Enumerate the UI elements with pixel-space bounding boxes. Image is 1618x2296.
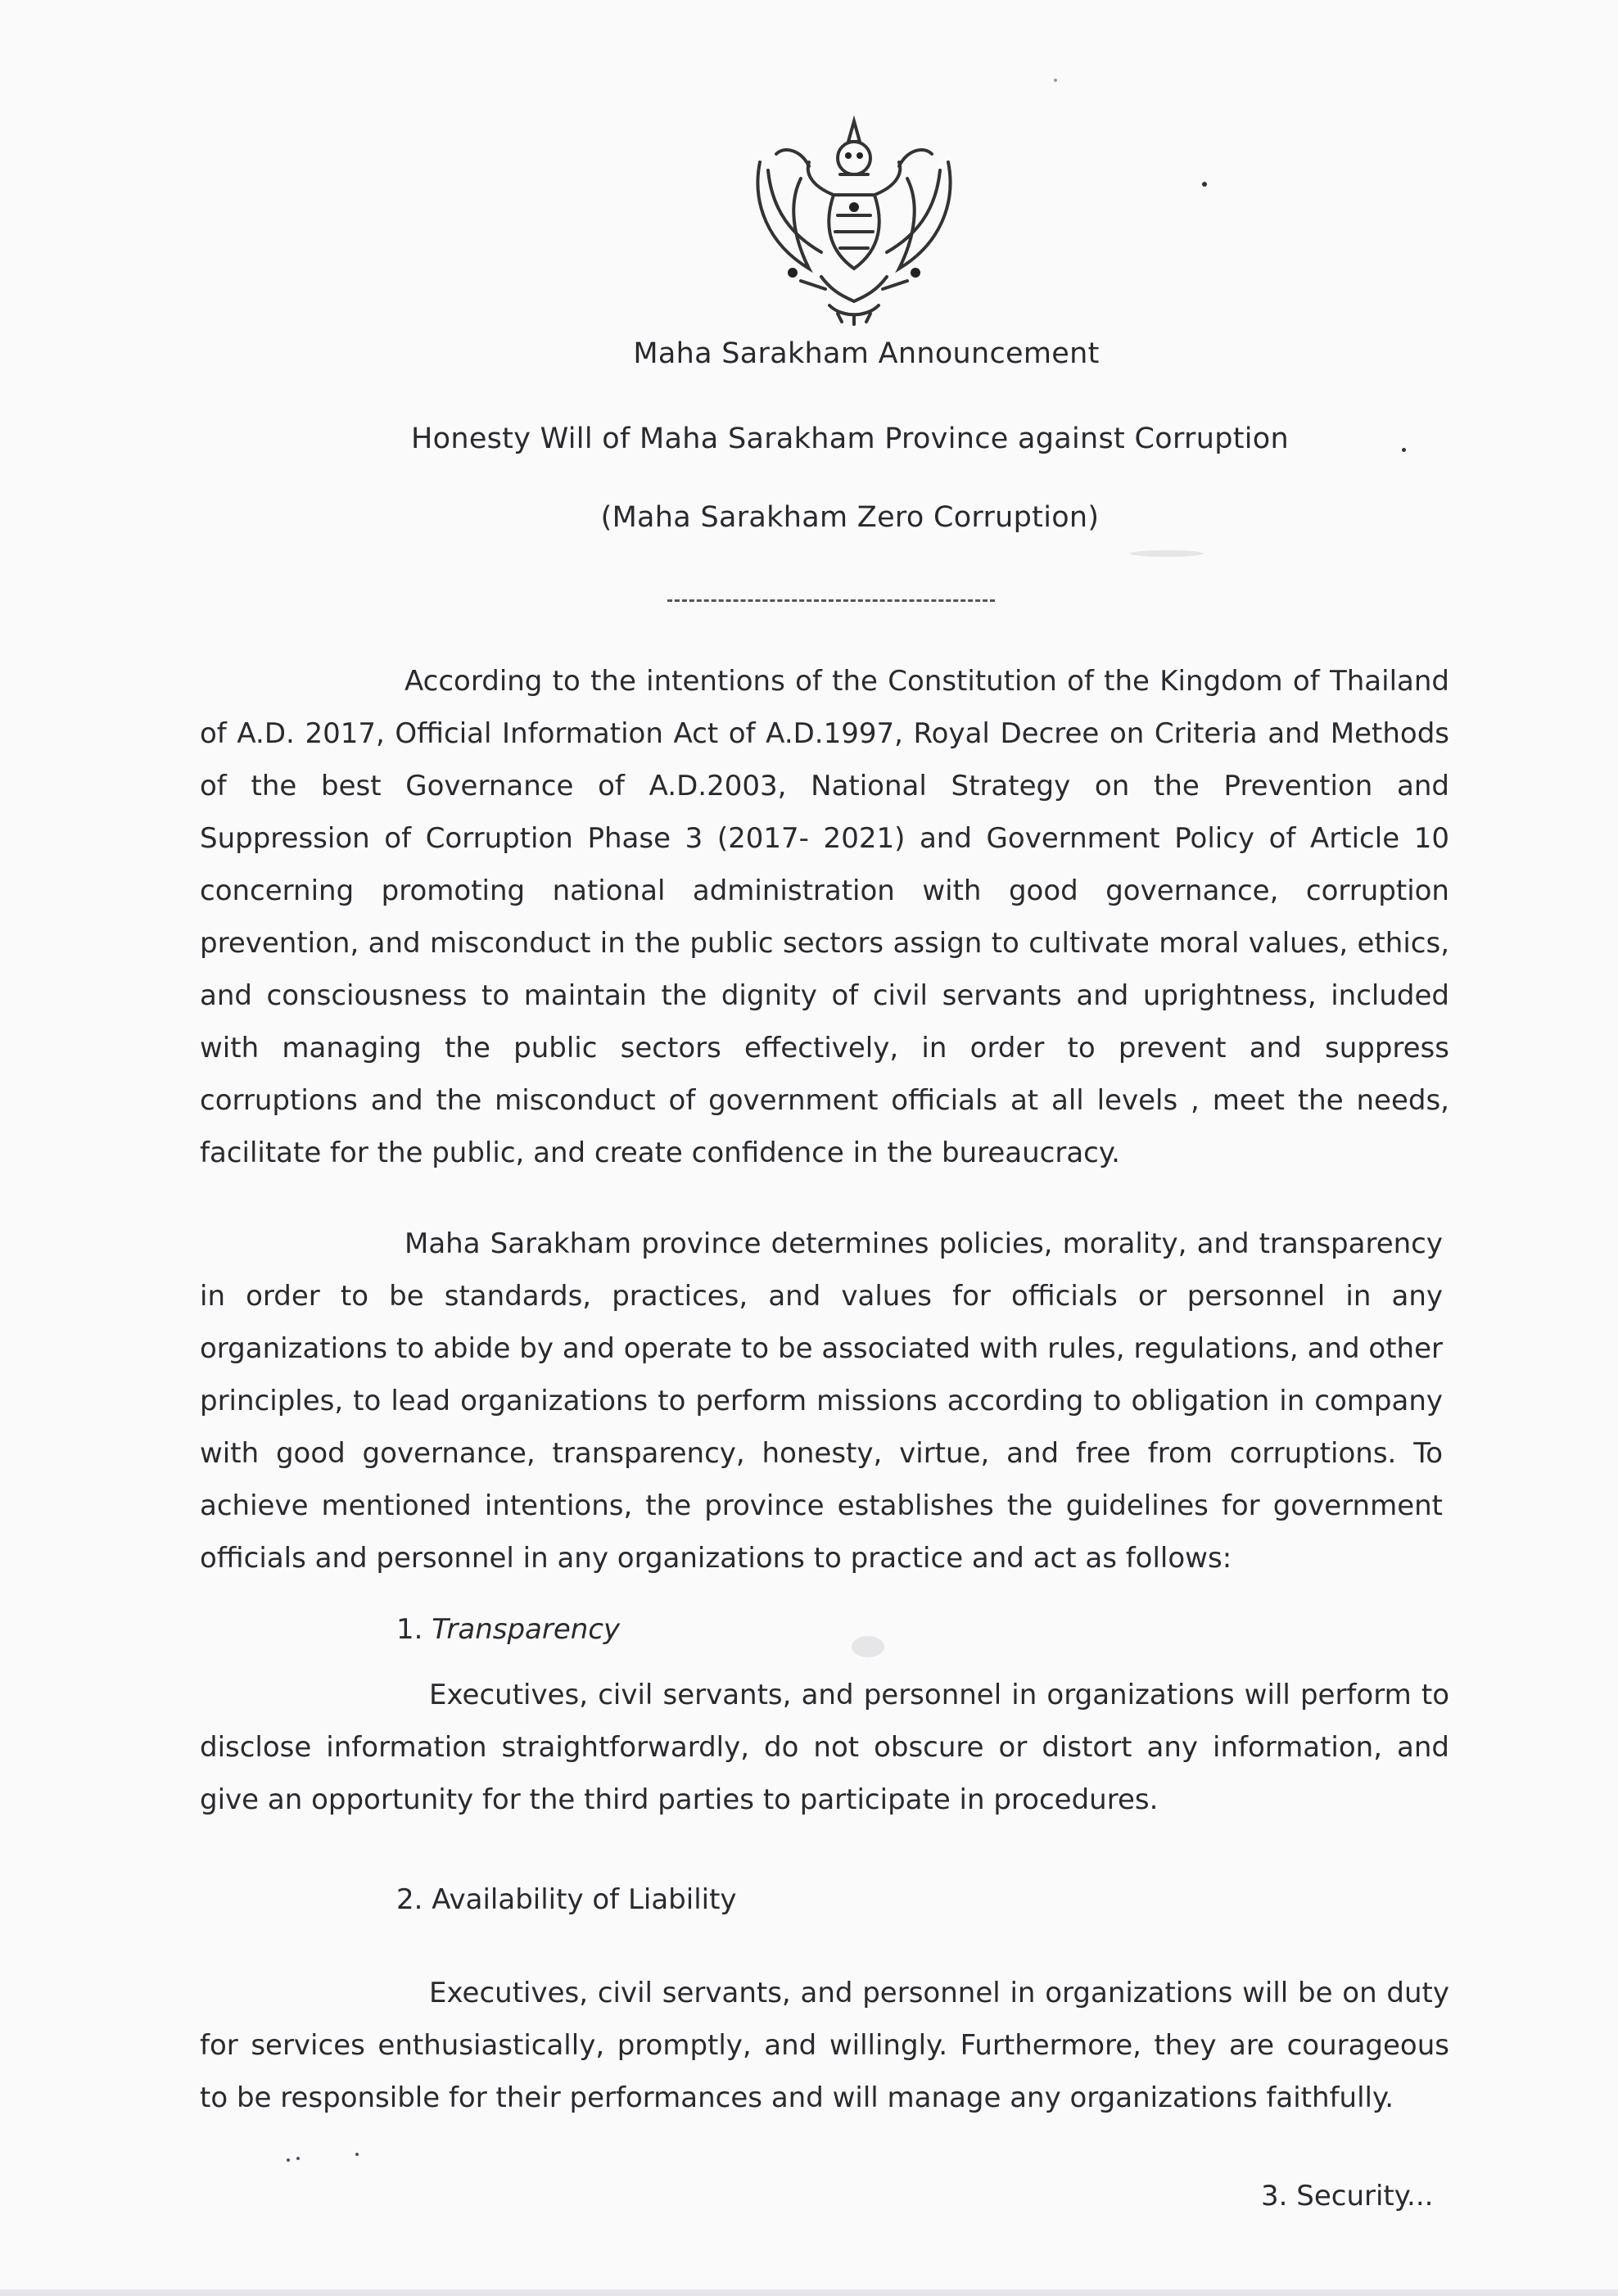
scan-speck	[1402, 448, 1406, 452]
garuda-emblem-icon	[743, 105, 965, 326]
scan-speck	[1202, 182, 1207, 187]
page-continuation: 3. Security...	[1261, 2180, 1434, 2212]
section-heading-liability: 2. Availability of Liability	[396, 1883, 737, 1916]
section-heading-transparency: 1. Transparency	[396, 1613, 621, 1646]
announcement-tagline: (Maha Sarakham Zero Corruption)	[600, 501, 1100, 534]
body-paragraph-2: Maha Sarakham province determines policies, morality, and transparency in order to be standards, practices, and values for officials or personnel in any organizations to abide by and operate to be associated with rules, regulations, and other principles, to lead organizations to perform missions according to obligation in company with good governance, transparency, honesty, virtue, and free from corruptions. To achieve mentioned intentions, the province establishes the guidelines for government officials and personnel in any organizations to practice and act as follows:	[200, 1227, 1443, 1575]
announcement-subtitle: Honesty Will of Maha Sarakham Province against Corruption	[411, 423, 1289, 455]
body-paragraph-1: According to the intentions of the Constitution of the Kingdom of Thailand of A.D. 2017, Official Information Act of A.D.1997, Royal Decree on Criteria and Methods of the best Governance of A.D.2003, National Strategy on the Prevention and Suppression of Corruption Phase 3 (2017- 2021) and Government Policy of Article 10 concerning promoting national administration with good governance, corruption prevention, and misconduct in the public sectors assign to cultivate moral values, ethics, and consciousness to maintain the dignity of civil servants and uprightness, included with managing the public sectors effectively, in order to prevent and suppress corruptions and the misconduct of government officials at all levels , meet the needs, facilitate for the public, and create confidence in the bureaucracy.	[200, 665, 1449, 1169]
scan-speck	[355, 2153, 359, 2156]
scan-speck	[1054, 79, 1057, 82]
page-edge	[0, 2289, 1618, 2296]
scan-speck	[296, 2157, 300, 2160]
title-divider	[667, 599, 995, 602]
section-text-liability: Executives, civil servants, and personnel in organizations will be on duty for services enthusiastically, promptly, and willingly. Furthermore, they are courageous to be responsible for their performances and will manage any organizations faithfully.	[200, 1977, 1449, 2114]
announcement-title: Maha Sarakham Announcement	[633, 337, 1100, 370]
scan-smudge	[852, 1636, 884, 1657]
scan-smudge	[1130, 550, 1204, 557]
section-text-transparency: Executives, civil servants, and personnel in organizations will perform to disclose information straightforwardly, do not obscure or distort any information, and give an opportunity for the third parties to participate in procedures.	[200, 1679, 1449, 1816]
scan-speck	[287, 2158, 290, 2162]
